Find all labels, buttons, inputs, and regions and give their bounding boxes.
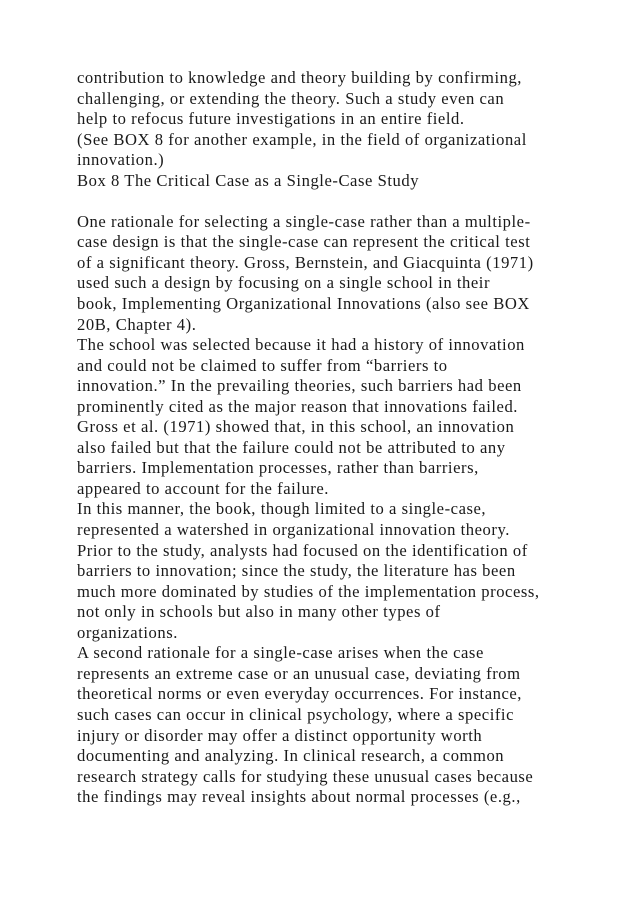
text-line: also failed but that the failure could not be attributed to any [77,437,506,457]
text-line: Gross et al. (1971) showed that, in this school, an innovation [77,417,515,437]
text-line: such cases can occur in clinical psychology, where a specific [77,704,515,724]
text-line: injury or disorder may offer a distinct opportunity worth [77,725,483,745]
text-line: the findings may reveal insights about normal processes (e.g., [77,787,521,807]
text-line: not only in schools but also in many other types of [77,602,441,622]
text-line: help to refocus future investigations in an entire field. [77,109,465,129]
text-line: barriers. Implementation processes, rather than barriers, [77,458,479,478]
text-line: contribution to knowledge and theory building by confirming, [77,68,523,87]
text-line: (See BOX 8 for another example, in the field of organizational [77,129,527,149]
text-line: innovation.) [77,150,165,170]
text-line: book, Implementing Organizational Innovations (also see BOX [77,294,530,314]
text-line: barriers to innovation; since the study, the literature has been [77,561,516,581]
text-line: research strategy calls for studying these unusual cases because [77,766,534,786]
text-line: case design is that the single-case can represent the critical test [77,232,531,252]
text-line: represented a watershed in organizational innovation theory. [77,520,510,540]
text-line: organizations. [77,622,178,642]
text-line: much more dominated by studies of the implementation process, [77,581,540,601]
text-line: documenting and analyzing. In clinical research, a common [77,746,505,766]
text-line: innovation.” In the prevailing theories, such barriers had been [77,376,522,396]
text-line: appeared to account for the failure. [77,478,329,498]
text-line: of a significant theory. Gross, Bernstein, and Giacquinta (1971) [77,252,534,272]
blank-line [77,191,617,212]
text-line: used such a design by focusing on a single school in their [77,273,491,293]
text-line: In this manner, the book, though limited to a single-case, [77,499,487,519]
body-text [77,68,617,808]
text-line: Prior to the study, analysts had focused on the identification of [77,540,528,560]
text-line: Box 8 The Critical Case as a Single-Case Study [77,170,420,190]
text-line: challenging, or extending the theory. Such a study even can [77,88,505,108]
text-line: The school was selected because it had a history of innovation [77,335,525,355]
text-line: 20B, Chapter 4). [77,314,197,334]
text-line: theoretical norms or even everyday occurrences. For instance, [77,684,522,704]
text-line: A second rationale for a single-case arises when the case [77,643,484,663]
text-line: One rationale for selecting a single-case rather than a multiple- [77,211,531,231]
text-line: and could not be claimed to suffer from “barriers to [77,355,448,375]
text-line: represents an extreme case or an unusual case, deviating from [77,663,521,683]
text-line: prominently cited as the major reason that innovations failed. [77,396,518,416]
